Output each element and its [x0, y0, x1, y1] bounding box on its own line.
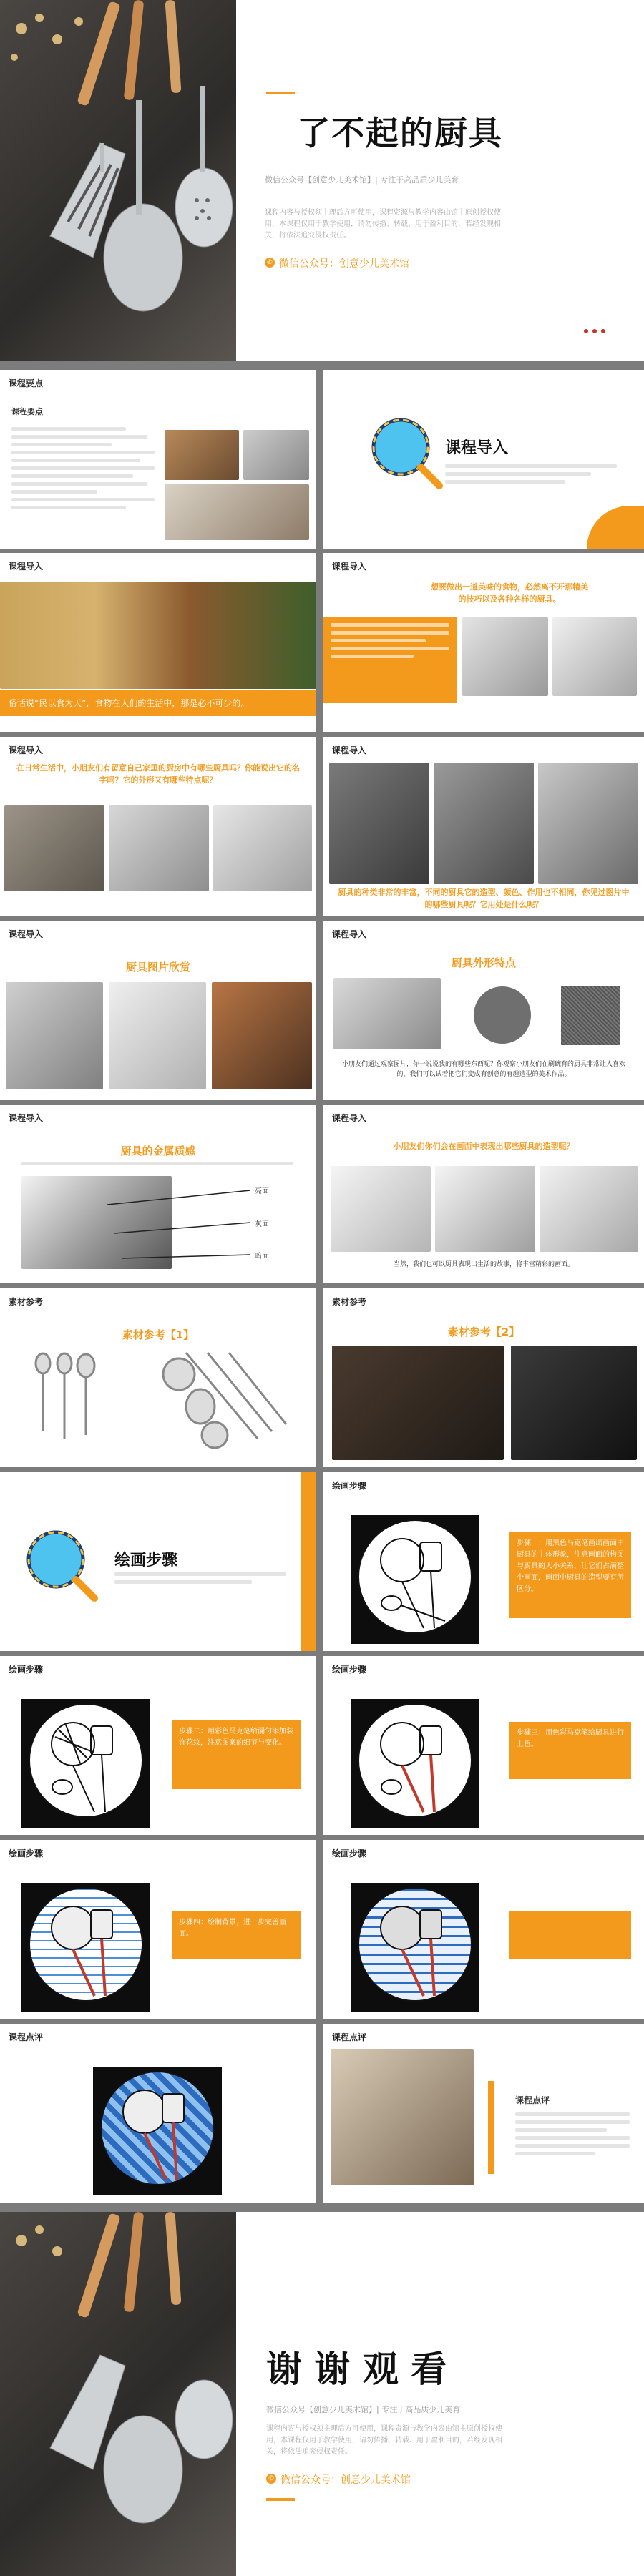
utensil-photo — [243, 430, 309, 480]
end-slide — [0, 2212, 644, 2576]
drawing-step-1 — [358, 1519, 472, 1634]
slide-title: 素材参考【1】 — [122, 1328, 195, 1341]
step-box: 步骤三：用色彩马克笔给厨具进行上色。 — [509, 1722, 631, 1779]
utensil-photo — [212, 982, 312, 1089]
slide-step-3 — [323, 1656, 644, 1835]
utensil-photo — [331, 2049, 474, 2185]
page-dots — [584, 329, 605, 333]
slide-title: 厨具外形特点 — [451, 956, 516, 969]
kitchen-photo — [109, 805, 209, 891]
side-accent — [301, 1472, 316, 1651]
slide-reference-2 — [323, 1288, 644, 1467]
end-subline: 微信公众号【创意少儿美术馆】| 专注于高品质少儿美育 — [266, 2405, 461, 2414]
drawing-step-4 — [29, 1887, 143, 2002]
end-photo — [0, 2212, 236, 2576]
slide-header: 绘画步骤 — [332, 1665, 367, 1675]
slide-header: 素材参考 — [9, 1297, 44, 1307]
title-accent-bar — [266, 92, 295, 94]
text-block — [445, 464, 617, 488]
round-shape — [474, 986, 531, 1044]
utensil-photo — [165, 430, 239, 480]
utensil-photo — [511, 1346, 637, 1460]
subtitle: 课程要点 — [11, 407, 43, 416]
slide-title: 素材参考【2】 — [447, 1326, 520, 1338]
slide-title: 厨具图片欣赏 — [125, 961, 190, 974]
slide-header: 课程要点 — [9, 378, 44, 388]
slide-step-2 — [0, 1656, 316, 1835]
text-box — [323, 617, 457, 703]
text-block — [11, 427, 155, 514]
step-box: 步骤二：用彩色马克笔给漏勺添加装饰花纹，注意图案的细节与变化。 — [172, 1720, 301, 1789]
end-description: 课程内容与授权须主理后方可使用，课程资源与教学内容由馆主原创授权使用，本课程仅用于教学使用，请勿传播、转载、用于盈利目的，若经发现相关，将依法追究侵权责任。 — [266, 2425, 502, 2456]
utensil-photo — [165, 484, 309, 540]
slide-header: 绘画步骤 — [332, 1481, 367, 1491]
wechat-icon: ✆ — [266, 2474, 276, 2484]
cover-wechat: 微信公众号：创意少儿美术馆 — [279, 258, 409, 270]
slide-review — [323, 2024, 644, 2203]
drawing-step-5 — [358, 1887, 472, 2002]
utensil-photo — [538, 763, 638, 884]
question-text: 想要做出一道美味的食物，必然离不开那精美的技巧以及各种各样的厨具。 — [431, 582, 588, 604]
cover-slide — [0, 0, 644, 361]
slide-step-5 — [323, 1840, 644, 2019]
review-accent — [488, 2081, 494, 2174]
slide-header: 课程导入 — [9, 562, 44, 572]
utensils-illustration — [0, 0, 236, 361]
quote-banner: 俗话说“民以食为天”，食物在人们的生活中，那是必不可少的。 — [0, 690, 316, 716]
slide-reference-1 — [0, 1288, 316, 1467]
slide-shape-features — [323, 921, 644, 1100]
slide-course-points — [0, 370, 316, 549]
slide-intro-title — [323, 370, 644, 549]
step-box — [509, 1911, 631, 1959]
slide-header: 绘画步骤 — [9, 1665, 44, 1675]
magnifier-icon — [366, 413, 445, 491]
utensil-photo — [462, 617, 548, 696]
utensil-photo — [540, 1166, 638, 1252]
slide-header: 课程导入 — [332, 745, 367, 755]
magnifier-icon — [21, 1525, 100, 1604]
end-title: 谢 谢 观 看 — [266, 2348, 447, 2390]
utensil-photo — [329, 763, 429, 884]
slide-shapes-question — [323, 1105, 644, 1283]
drawing-step-3 — [358, 1703, 472, 1818]
corner-accent — [587, 506, 644, 549]
slide-gallery — [0, 921, 316, 1100]
slide-header: 课程导入 — [332, 929, 367, 939]
drawing-final — [100, 2071, 215, 2185]
question-text: 小朋友们你们会在画面中表现出哪些厨具的造型呢？ — [393, 1142, 575, 1151]
cover-photo — [0, 0, 236, 361]
text-block — [114, 1572, 286, 1588]
slide-step-1 — [323, 1472, 644, 1651]
square-shape — [561, 986, 620, 1045]
utensil-photo — [331, 1166, 431, 1252]
review-title: 课程点评 — [515, 2095, 550, 2105]
slide-header: 课程导入 — [9, 1113, 44, 1123]
step-box: 步骤一：用黑色马克笔画出画面中厨具的主体形象，注意画面的构图与厨具的大小关系，让它们占满整个画面，画面中厨具的造型要有所区分。 — [509, 1532, 631, 1618]
slide-intro-question — [0, 737, 316, 916]
utensil-photo — [6, 982, 103, 1089]
utensil-photo — [333, 978, 441, 1049]
slide-header: 绘画步骤 — [9, 1848, 44, 1858]
question-text: 在日常生活中，小朋友们有留意自己家里的厨房中有哪些厨具吗？你能说出它的名字吗？它的外形又有哪些特点呢？ — [16, 763, 300, 785]
slide-header: 课程导入 — [9, 745, 44, 755]
slide-step-final — [0, 2024, 316, 2203]
note-text: 小朋友们通过观察图片，你一说说我的有哪些东西呢？你观察小朋友们在刷碗有的厨具非常让人喜欢的，我们可以试着把它们变成有创意的有趣造型的美术作品。 — [341, 1061, 625, 1079]
kitchen-photo — [4, 805, 104, 891]
slide-intro-tools — [323, 553, 644, 732]
cover-description: 课程内容与授权须主理后方可使用，课程资源与教学内容由馆主原创授权使用，本课程仅用于教学使用，请勿传播、转载、用于盈利目的，若经发现相关，将依法追究侵权责任。 — [265, 209, 501, 240]
slide-title: 厨具的金属质感 — [120, 1145, 196, 1157]
kitchen-photo — [213, 805, 312, 891]
label-highlight: 亮面 — [255, 1187, 269, 1195]
end-accent-bar — [266, 2498, 295, 2501]
slide-steps-title — [0, 1472, 316, 1651]
slide-step-4 — [0, 1840, 316, 2019]
slide-title: 绘画步骤 — [114, 1552, 178, 1569]
note-text: 当然，我们也可以厨具表现出生活的故事，将丰富精彩的画面。 — [393, 1261, 574, 1268]
step-box: 步骤四：绘制背景，进一步完善画面。 — [172, 1911, 301, 1959]
review-text — [515, 2112, 630, 2160]
utensil-photo — [435, 1166, 535, 1252]
slide-header: 课程导入 — [332, 562, 367, 572]
question-text: 厨具的种类非常的丰富，不同的厨具它的造型、颜色、作用也不相同，你见过图片中的哪些厨具呢？它用处是什么呢？ — [338, 888, 630, 909]
utensil-photo — [109, 982, 206, 1089]
food-photo — [0, 582, 316, 689]
slide-intro-variety — [323, 737, 644, 916]
label-shadow: 暗面 — [255, 1253, 269, 1260]
slide-intro-food — [0, 553, 316, 732]
label-midtone: 灰面 — [255, 1220, 269, 1228]
drawing-step-2 — [29, 1703, 143, 1818]
slide-header: 绘画步骤 — [332, 1848, 367, 1858]
utensil-photo — [332, 1346, 504, 1460]
cover-subline: 微信公众号【创意少儿美术馆】| 专注于高品质少儿美育 — [265, 175, 459, 185]
end-wechat: 微信公众号：创意少儿美术馆 — [280, 2474, 411, 2486]
slide-title: 课程导入 — [445, 439, 509, 457]
cover-title: 了不起的厨具 — [297, 114, 503, 152]
slide-header: 课程导入 — [9, 929, 44, 939]
wechat-icon: ✆ — [265, 258, 275, 268]
slide-metal-texture — [0, 1105, 316, 1283]
utensil-sketch — [0, 1288, 316, 1467]
slide-header: 素材参考 — [332, 1297, 367, 1307]
slide-header: 课程点评 — [9, 2032, 44, 2042]
utensil-photo — [552, 617, 637, 696]
slide-header: 课程导入 — [332, 1113, 367, 1123]
utensil-photo — [434, 763, 534, 884]
slide-header: 课程点评 — [332, 2032, 367, 2042]
